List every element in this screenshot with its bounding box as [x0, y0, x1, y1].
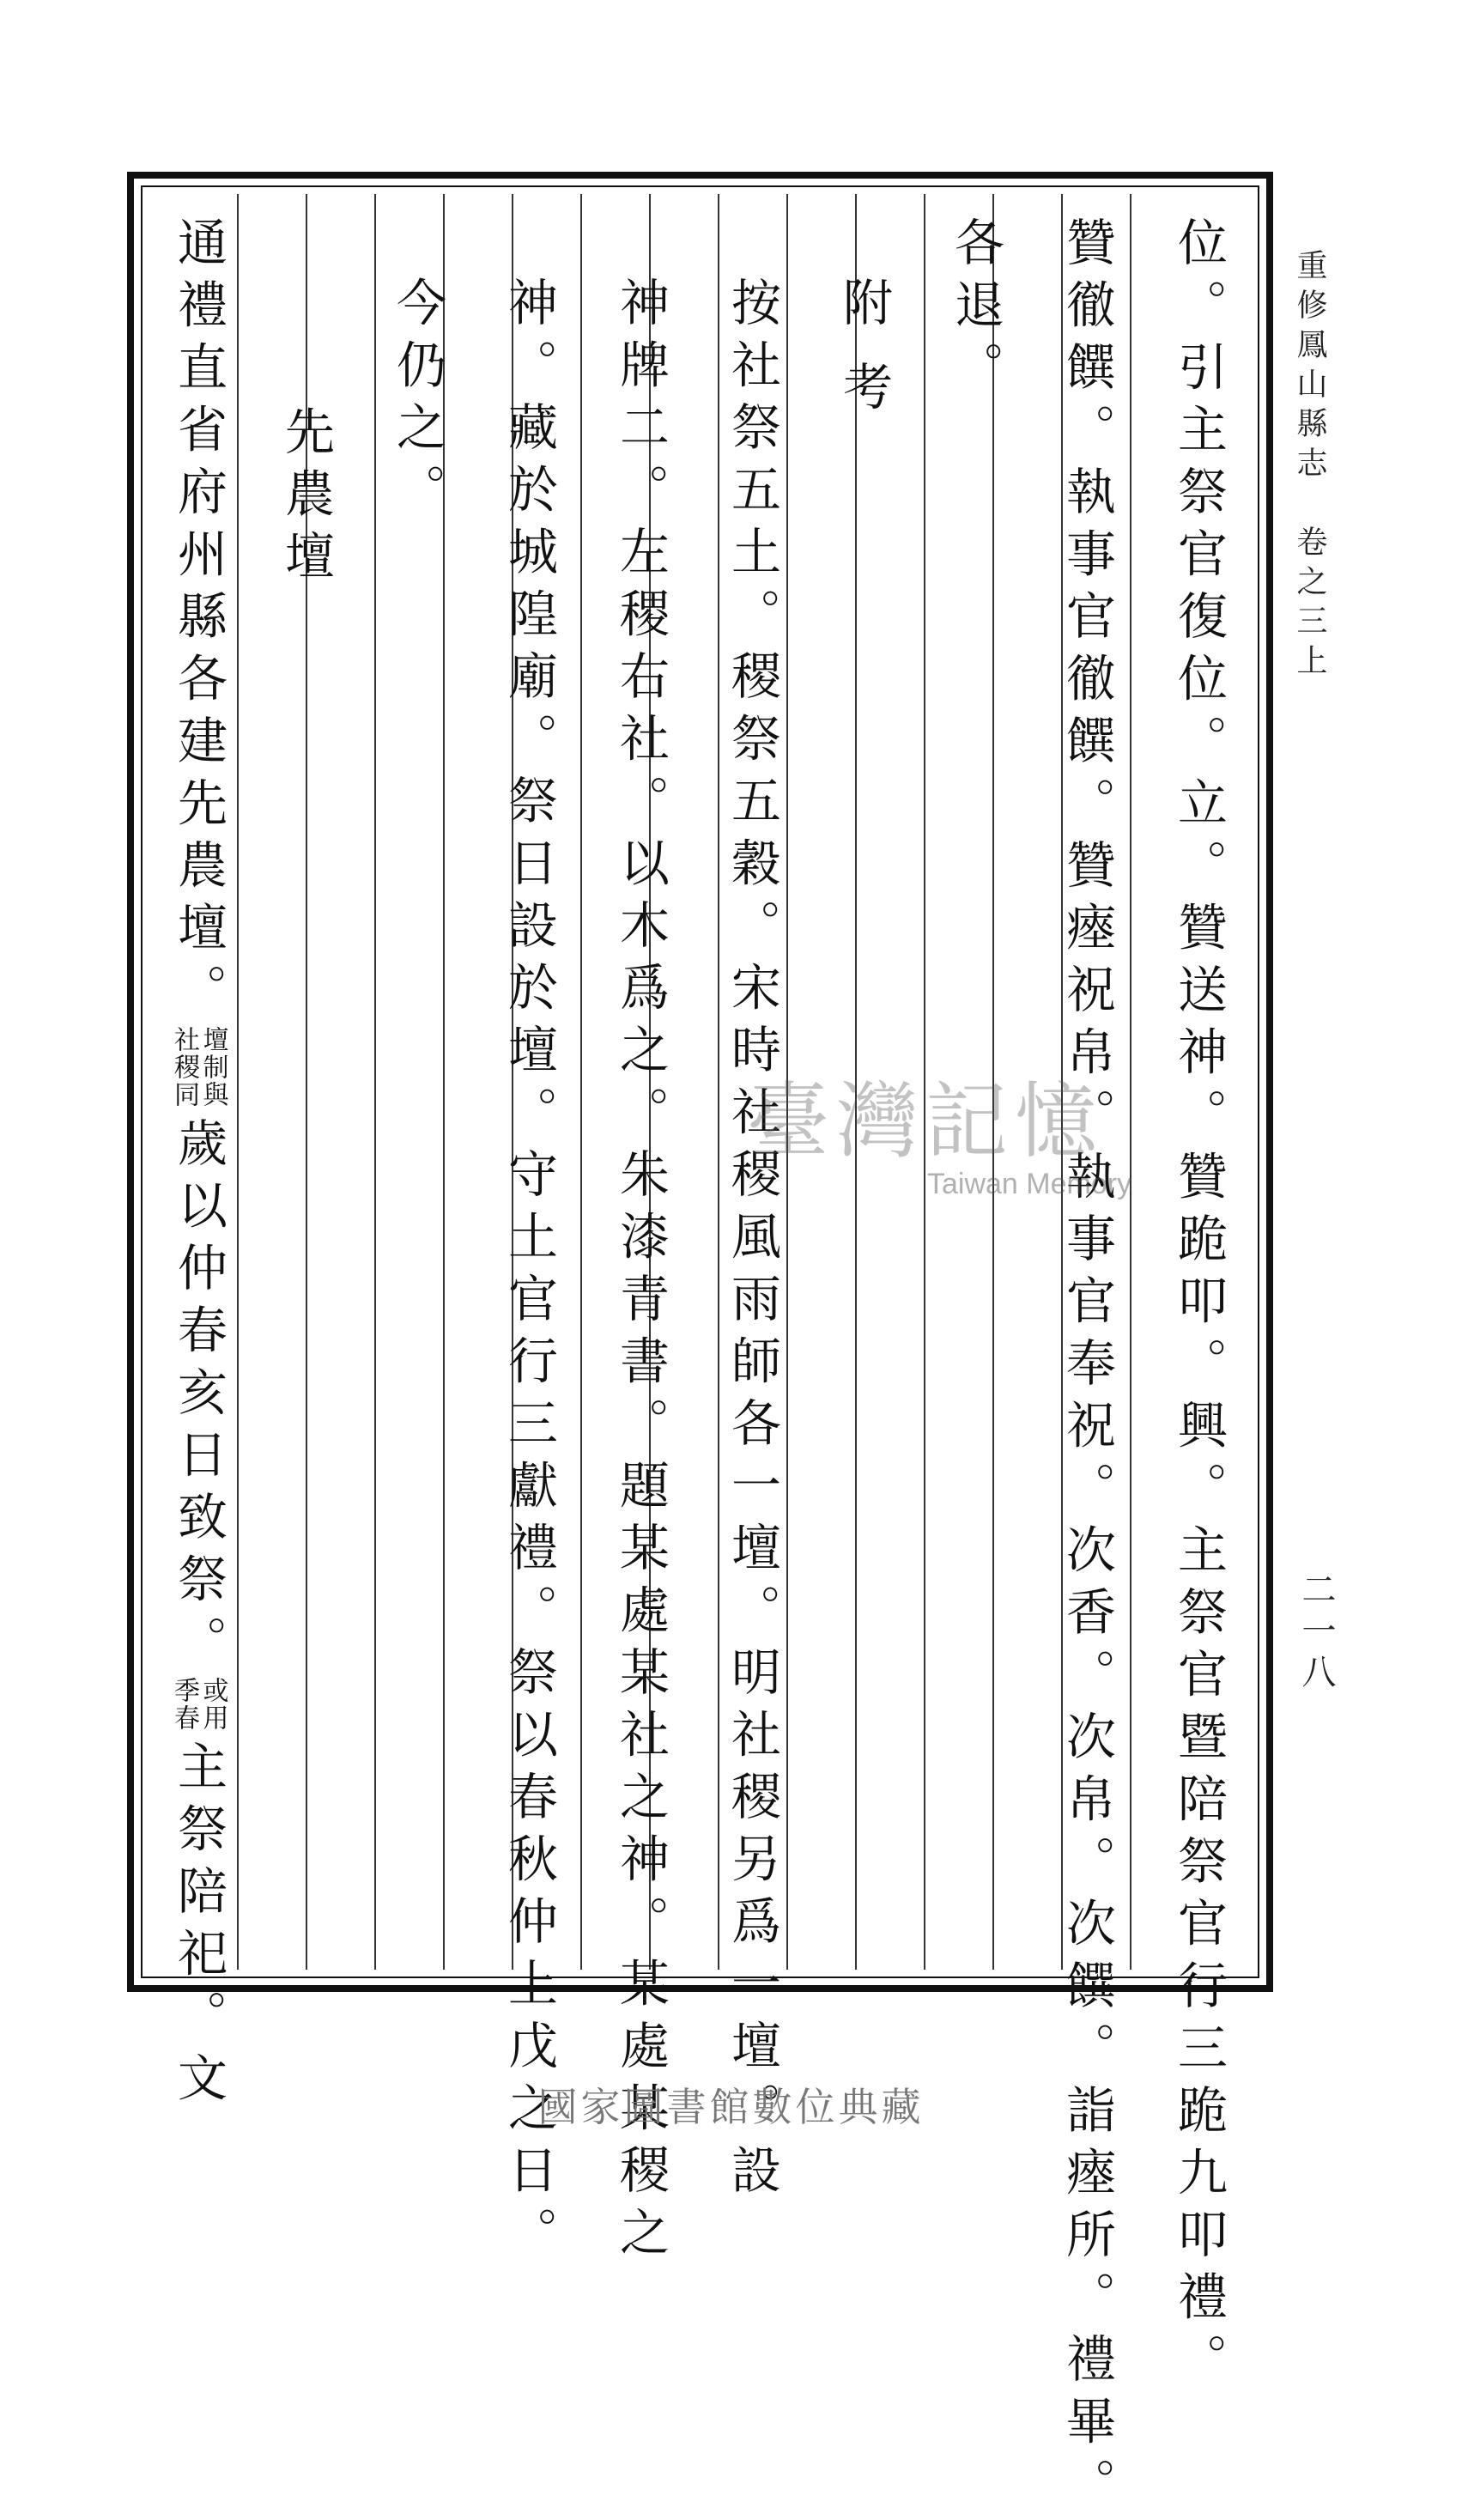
column-text: 今仍之。 [388, 276, 446, 525]
column-text: 位。引主祭官復位。立。贊送神。贊跪叩。興。主祭官暨陪祭官行三跪九叩禮。 [1169, 216, 1228, 2396]
volume-label: 卷之三上 [1292, 525, 1327, 683]
text-column-8 [361, 276, 473, 2037]
section-heading: 先農壇 [276, 405, 335, 592]
note-line: 壇制與 [197, 1025, 228, 1108]
note-line: 季春 [169, 1677, 199, 1732]
note-line: 社稷同 [169, 1025, 199, 1108]
text-column-6 [585, 276, 696, 2268]
column-text: 神牌二。左稷右社。以木爲之。朱漆青書。題某處某社之神。某處某稷之 [611, 276, 670, 2268]
watermark-caption: Taiwan Memory [927, 1168, 1132, 1200]
column-text: 神。藏於城隍廟。祭日設於壇。守土官行三獻禮。祭以春秋仲上戊之日。 [500, 276, 558, 2268]
book-title: 重修鳳山縣志 [1292, 249, 1327, 486]
text-column-9 [250, 405, 361, 2165]
note-line: 或用 [197, 1677, 228, 1732]
text-column-1 [1143, 216, 1254, 2396]
column-text: 按社祭五土。稷祭五穀。宋時社稷風雨師各一壇。明社稷另爲一壇。設 [723, 276, 781, 2207]
column-text: 各退。 [946, 216, 1004, 404]
column-text: 贊徹饌。執事官徹饌。贊瘞祝帛。執事官奉祝。次香。次帛。次饌。詣瘞所。禮畢。 [1058, 216, 1116, 2520]
column-text: 歲以仲春亥日致祭。 [169, 1116, 227, 1677]
page-number: 二一八 [1296, 1571, 1336, 1695]
watermark-logo: 臺灣記憶 [747, 1073, 1104, 1169]
section-heading: 附考 [834, 276, 893, 445]
text-column-10 [143, 216, 254, 2114]
margin-title [1288, 249, 1332, 683]
interlinear-note [171, 1677, 227, 1732]
footer-credit: 國家圖書館數位典藏 [537, 2084, 925, 2130]
column-text: 通禮直省府州縣各建先農壇。 [169, 216, 227, 1026]
column-text: 主祭陪祀。文 [169, 1740, 227, 2114]
interlinear-note [171, 1026, 227, 1108]
text-column-7 [473, 276, 585, 2268]
